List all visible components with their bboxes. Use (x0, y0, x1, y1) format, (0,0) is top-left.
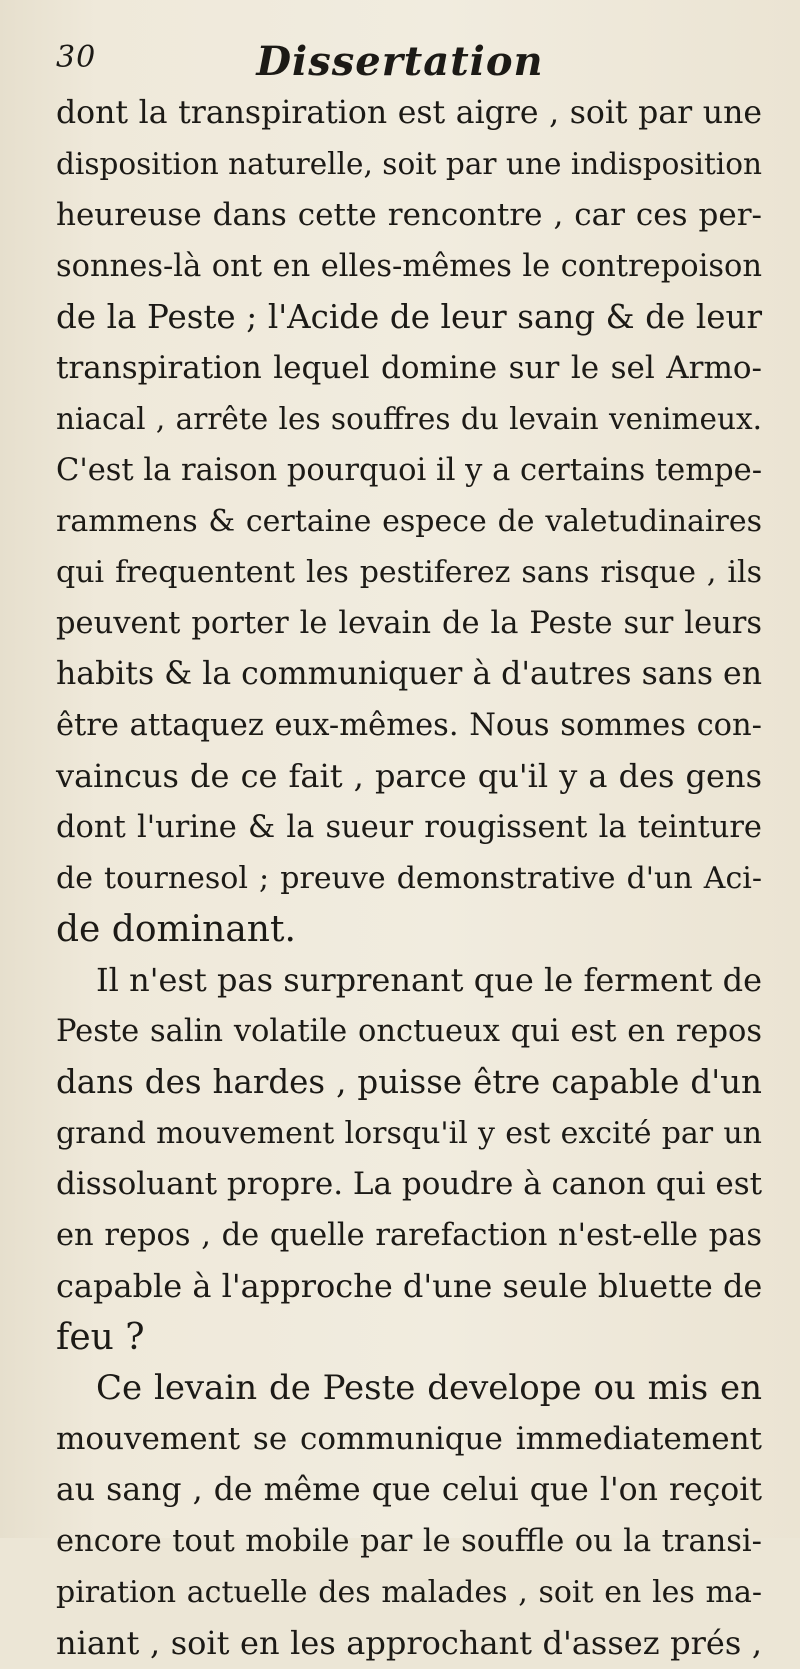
paragraph-first-line: Ce levain de Peste develope ou mis en (96, 1368, 762, 1408)
text-line: C'est la raison pourquoi il y a certains tempe- (56, 453, 762, 488)
paragraph-end-line: de dominant. (56, 909, 296, 950)
paragraph-end-line: feu ? (56, 1317, 145, 1358)
body-text (56, 88, 762, 1669)
text-line: dans des hardes , puisse être capable d'un (56, 1063, 762, 1101)
page-number: 30 (56, 40, 97, 75)
text-line: de tournesol ; preuve demonstrative d'un Aci- (56, 861, 762, 896)
running-title: Dissertation (256, 38, 544, 85)
text-line: transpiration lequel domine sur le sel Armo- (56, 350, 762, 386)
text-line: de la Peste ; l'Acide de leur sang & de leur (56, 298, 762, 336)
text-line: grand mouvement lorsqu'il y est excité par un (56, 1116, 762, 1151)
text-line: heureuse dans cette rencontre , car ces per- (56, 197, 762, 233)
text-line: niant , soit en les approchant d'assez prés , (56, 1624, 762, 1662)
text-line: piration actuelle des malades , soit en les ma- (56, 1575, 762, 1610)
text-line: rammens & certaine espece de valetudinaires (56, 504, 762, 539)
text-line: qui frequentent les pestiferez sans risque , ils (56, 555, 762, 590)
text-line: dont l'urine & la sueur rougissent la teinture (56, 810, 762, 845)
text-line: sonnes-là ont en elles-mêmes le contrepoison (56, 249, 762, 284)
text-line: dissoluant propre. La poudre à canon qui est (56, 1166, 763, 1202)
text-line: être attaquez eux-mêmes. Nous sommes con- (56, 708, 762, 743)
text-line: dont la transpiration est aigre , soit par une (56, 95, 762, 131)
text-line: encore tout mobile par le souffle ou la transi- (56, 1524, 762, 1559)
text-line: Peste salin volatile onctueux qui est en repos (56, 1014, 762, 1049)
text-line: peuvent porter le levain de la Peste sur leurs (56, 606, 762, 641)
paragraph-first-line: Il n'est pas surprenant que le ferment de (96, 961, 762, 999)
text-line: niacal , arrête les souffres du levain venimeux. (56, 402, 762, 436)
text-line: disposition naturelle, soit par une indisposition (56, 147, 762, 181)
text-line: mouvement se communique immediatement (56, 1421, 762, 1457)
text-line: au sang , de même que celui que l'on reçoit (56, 1472, 762, 1508)
page-header (0, 38, 800, 84)
text-line: en repos , de quelle rarefaction n'est-elle pas (56, 1218, 762, 1253)
text-line: habits & la communiquer à d'autres sans en (56, 656, 762, 692)
text-line: capable à l'approche d'une seule bluette de (56, 1267, 763, 1305)
text-line: vaincus de ce fait , parce qu'il y a des gens (56, 757, 762, 795)
